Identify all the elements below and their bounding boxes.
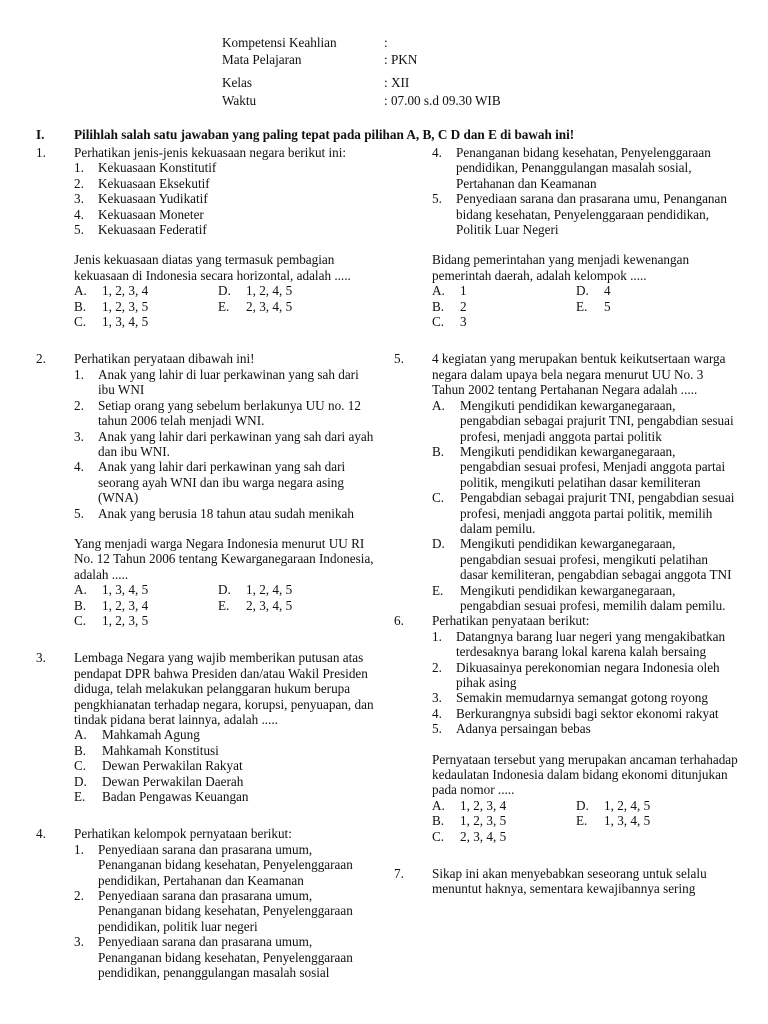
list-item: 5. Anak yang berusia 18 tahun atau sudah menikah [74,505,354,521]
question-6 [394,613,739,844]
answer-option-d[interactable]: D. 1, 2, 4, 5 [576,797,651,813]
question-number: 5. [394,351,404,367]
answer-option-a[interactable]: A. 1, 3, 4, 5 [74,582,149,598]
question-number: 3. [36,650,46,666]
list-item: 5. Penyediaan sarana dan prasarana umu, Penanganan bidang kesehatan, Penyelenggaraan pendidikan, Politik Luar Negeri [432,191,727,238]
answer-option-c[interactable]: C. Dewan Perwakilan Rakyat [74,758,243,774]
answer-option-b[interactable]: B. 1, 2, 3, 4 [74,597,149,613]
question-text: Lembaga Negara yang wajib memberikan putusan atas pendapat DPR bahwa Presiden dan/atau Wakil Presiden diduga, telah melakukan pelanggaran hukum berupa pengkhianatan terhadap negara, korupsi, penyuapan, dan tindak pidana berat lainnya, adalah ..... [74,650,374,727]
list-item: 3. Anak yang lahir dari perkawinan yang sah dari ayah dan ibu WNI. [74,428,374,459]
right-column [394,145,739,897]
question-3 [36,650,376,804]
answer-option-a[interactable]: A. 1 [432,283,467,299]
question-number: 4. [36,826,46,842]
list-item: 2. Setiap orang yang sebelum berlakunya UU no. 12 tahun 2006 telah menjadi WNI. [74,397,361,429]
header-value: : [384,35,388,50]
answer-option-c[interactable]: C. Pengabdian sebagai prajurit TNI, pengabdian sesuai profesi, menjadi anggota partai politik, memilih dalam pemilu. [432,490,735,536]
answer-options [74,283,376,329]
answer-option-b[interactable]: B. 1, 2, 3, 5 [74,298,149,314]
answer-option-a[interactable]: A. Mengikuti pendidikan kewarganegaraan, pengabdian sebagai prajurit TNI, pengabdian sesuai profesi, menjadi anggota partai politik [432,397,734,444]
question-4-continued [394,145,739,329]
answer-options [432,283,739,329]
header-label: Waktu [222,93,257,108]
answer-options [432,798,739,844]
list-item: 5. Kekuasaan Federatif [74,222,207,238]
question-text: Jenis kekuasaan diatas yang termasuk pembagian kekuasaan di Indonesia secara horizontal, adalah ..... [74,252,351,283]
question-number: 7. [394,866,404,882]
header-value: : XII [384,75,410,90]
answer-option-a[interactable]: A. 1, 2, 3, 4 [74,283,149,299]
header-value: : 07.00 s.d 09.30 WIB [384,93,501,108]
list-item: 3. Penyediaan sarana dan prasarana umum, Penanganan bidang kesehatan, Penyelenggaraan pendidikan, penanggulangan masalah sosial [74,934,353,981]
answer-option-c[interactable]: C. 1, 2, 3, 5 [74,612,149,628]
list-item: 4. Penanganan bidang kesehatan, Penyelenggaraan pendidikan, Penanggulangan masalah sosial, Pertahanan dan Keamanan [432,145,711,191]
question-stem: Perhatikan jenis-jenis kekuasaan negara berikut ini: [74,145,347,160]
answer-option-e[interactable]: E. 5 [576,298,611,314]
answer-options [432,398,739,614]
question-text: Bidang pemerintahan yang menjadi kewenangan pemerintah daerah, adalah kelompok ..... [432,252,690,283]
answer-option-b[interactable]: B. Mahkamah Konstitusi [74,742,219,758]
question-text: Pernyataan tersebut yang merupakan ancaman terhahadap kedaulatan Indonesia dalam bidang ekonomi ditunjukan pada nomor ..... [432,751,738,798]
answer-option-c[interactable]: C. 3 [432,314,467,330]
question-text: 4 kegiatan yang merupakan bentuk keikutsertaan warga negara dalam upaya bela negara menurut UU No. 3 Tahun 2002 tentang Pertahanan Negara adalah ..... [432,351,726,398]
question-stem: Perhatikan peryataan dibawah ini! [74,351,255,367]
list-item: 2. Penyediaan sarana dan prasarana umum, Penanganan bidang kesehatan, Penyelenggaraan pendidikan, politik luar negeri [74,888,353,934]
list-item: 2. Kekuasaan Eksekutif [74,175,210,191]
answer-option-d[interactable]: D. Dewan Perwakilan Daerah [74,773,244,789]
answer-option-d[interactable]: D. 4 [576,283,611,299]
statement-list [74,842,376,981]
answer-option-e[interactable]: E. Badan Pengawas Keuangan [74,789,249,805]
question-1 [36,145,376,329]
question-number: 6. [394,613,404,629]
answer-option-e[interactable]: E. 2, 3, 4, 5 [218,597,293,613]
answer-option-b[interactable]: B. 1, 2, 3, 5 [432,813,507,829]
header-label: Mata Pelajaran [222,52,302,67]
list-item: 1. Kekuasaan Konstitutif [74,160,217,176]
question-stem: Perhatikan penyataan berikut: [432,613,590,629]
header-label: Kompetensi Keahlian [222,35,337,50]
statement-list [432,629,739,737]
left-column [36,145,376,981]
answer-option-a[interactable]: A. Mahkamah Agung [74,727,200,743]
list-item: 1. Penyediaan sarana dan prasarana umum, Penanganan bidang kesehatan, Penyelenggaraan pendidikan, Pertahanan dan Keamanan [74,841,353,888]
answer-option-d[interactable]: D. 1, 2, 4, 5 [218,582,293,598]
statement-list [432,145,739,237]
answer-option-b[interactable]: B. 2 [432,298,467,314]
list-item: 3. Semakin memudarnya semangat gotong royong [432,690,708,706]
list-item: 4. Berkurangnya subsidi bagi sektor ekonomi rakyat [432,705,719,721]
answer-option-a[interactable]: A. 1, 2, 3, 4 [432,797,507,813]
answer-option-c[interactable]: C. 2, 3, 4, 5 [432,828,507,844]
question-text: Yang menjadi warga Negara Indonesia menurut UU RI No. 12 Tahun 2006 tentang Kewarganegaraan Indonesia, adalah ..... [74,535,374,582]
header-label: Kelas [222,75,253,90]
list-item: 3. Kekuasaan Yudikatif [74,191,208,207]
list-item: 2. Dikuasainya perekonomian negara Indonesia oleh pihak asing [432,659,720,690]
list-item: 1. Datangnya barang luar negeri yang mengakibatkan terdesaknya barang lokal karena kalah bersaing [432,628,726,660]
answer-option-e[interactable]: E. 2, 3, 4, 5 [218,298,293,314]
list-item: 1. Anak yang lahir di luar perkawinan yang sah dari ibu WNI [74,366,359,398]
question-7 [394,866,739,897]
answer-option-d[interactable]: D. Mengikuti pendidikan kewarganegaraan, pengabdian sesuai profesi, mengikuti pelatihan dasar kemiliteran, pengabdian sebagai anggota TNI [432,536,732,583]
list-item: 4. Anak yang lahir dari perkawinan yang sah dari seorang ayah WNI dan ibu warga negara asing (WNA) [74,459,346,506]
question-4 [36,826,376,980]
list-item: 4. Kekuasaan Moneter [74,206,204,222]
statement-list [74,367,376,521]
answer-option-c[interactable]: C. 1, 3, 4, 5 [74,314,149,330]
answer-options [74,582,376,628]
answer-option-e[interactable]: E. 1, 3, 4, 5 [576,813,651,829]
answer-options [74,727,376,804]
question-text: Sikap ini akan menyebabkan seseorang untuk selalu menuntut haknya, sementara kewajibannya sering [432,866,707,897]
question-number: 2. [36,351,46,367]
header-value: : PKN [384,52,418,67]
answer-option-b[interactable]: B. Mengikuti pendidikan kewarganegaraan, pengabdian sesuai profesi, Menjadi anggota partai politik, mengikuti pelatihan dasar kemiliteran [432,443,726,490]
question-number: 1. [36,145,46,160]
list-item: 5. Adanya persaingan bebas [432,721,591,737]
section-number: I. [36,127,45,142]
question-2 [36,351,376,628]
question-stem: Perhatikan kelompok pernyataan berikut: [74,826,292,842]
section-text: Pilihlah salah satu jawaban yang paling tepat pada pilihan A, B, C D dan E di bawah ini! [74,127,575,142]
answer-option-e[interactable]: E. Mengikuti pendidikan kewarganegaraan, pengabdian sesuai profesi, memilih dalam pemilu. [432,582,726,613]
answer-option-d[interactable]: D. 1, 2, 4, 5 [218,283,293,299]
statement-list [74,160,376,237]
question-5 [394,351,739,613]
